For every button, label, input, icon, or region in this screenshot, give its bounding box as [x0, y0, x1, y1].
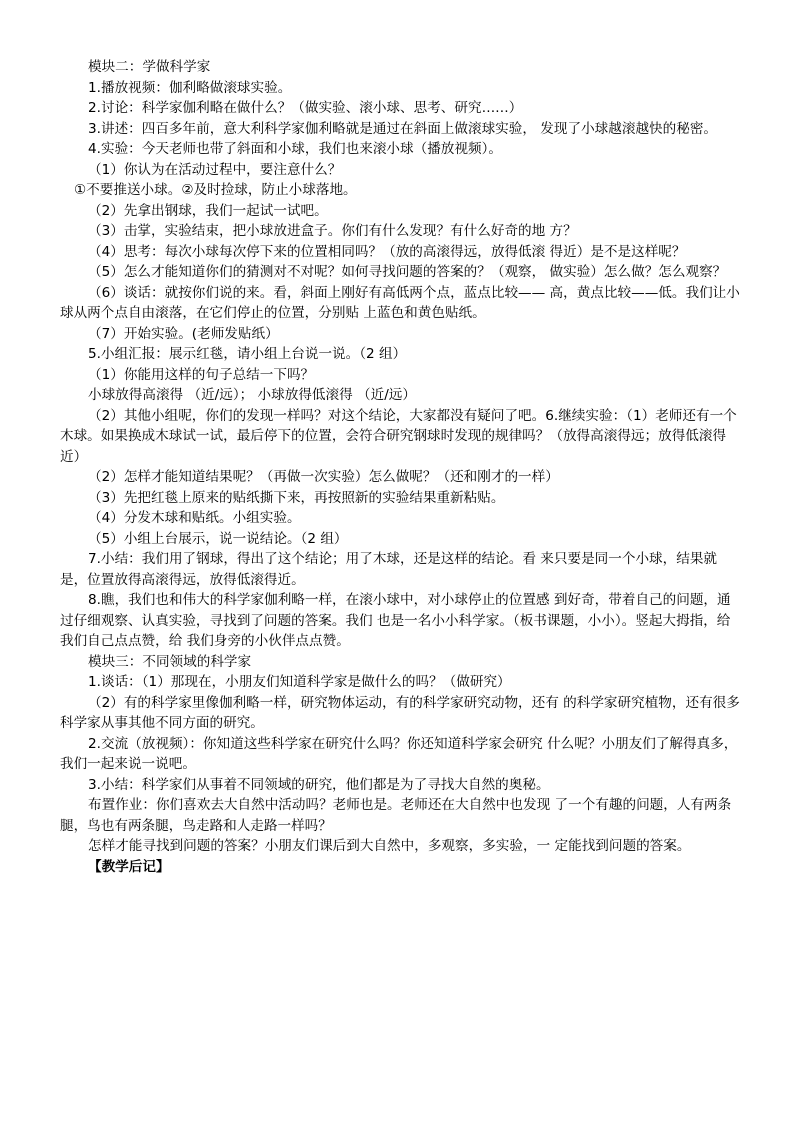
paragraph: 小球放得高滚得 （近/远）； 小球放得低滚得 （近/远） — [88, 387, 416, 403]
paragraph: （2）先拿出钢球，我们一起试一试吧。 — [88, 202, 328, 219]
paragraph: （5）怎么才能知道你们的猜测对不对呢？如何寻找问题的答案的？（观察， 做实验）怎么做？怎么观察？ — [88, 264, 727, 280]
module-three-heading: 模块三：不同领域的科学家 — [88, 653, 252, 670]
paragraph: （4）分发木球和贴纸。小组实验。 — [88, 510, 301, 526]
paragraph: 4.实验：今天老师也带了斜面和小球，我们也来滚小球（播放视频）。 — [88, 141, 502, 157]
paragraph: （2）其他小组呢，你们的发现一样吗？对这个结论，大家都没有疑问了吧。6.继续实验：（1）老师还有一个木球。如果换成木球试一试，最后停下的位置，会符合研究钢球时发现的规律吗？（放得高滚得远；放得低滚得近） — [60, 407, 737, 465]
paragraph: （7）开始实验。(老师发贴纸） — [88, 325, 279, 342]
paragraph: （2）有的科学家里像伽利略一样，研究物体运动，有的科学家研究动物，还有 的科学家研究植物，还有很多科学家从事其他不同方面的研究。 — [60, 694, 740, 731]
paragraph: 3.讲述：四百多年前，意大利科学家伽利略就是通过在斜面上做滚球实验， 发现了小球越滚越快的秘密。 — [88, 120, 718, 137]
paragraph: 布置作业：你们喜欢去大自然中活动吗？老师也是。老师还在大自然中也发现 了一个有趣的问题，人有两条腿，鸟也有两条腿，鸟走路和人走路一样吗？ — [60, 797, 732, 834]
paragraph: 怎样才能寻找到问题的答案？小朋友们课后到大自然中，多观察，多实验，一 定能找到问题的答案。 — [88, 838, 691, 854]
paragraph: （4）思考：每次小球每次停下来的位置相同吗？（放的高滚得远，放得低滚 得近）是不是这样呢？ — [88, 243, 686, 260]
paragraph: 1.播放视频：伽利略做滚球实验。 — [88, 79, 292, 96]
paragraph: 2.交流（放视频）：你知道这些科学家在研究什么吗？你还知道科学家会研究 什么呢？小朋友们了解得真多，我们一起来说一说吧。 — [60, 735, 738, 772]
paragraph: （2）怎样才能知道结果呢？（再做一次实验）怎么做呢？（还和刚才的一样） — [88, 469, 559, 485]
paragraph: （1）你能用这样的句子总结一下吗？ — [88, 366, 315, 383]
paragraph: ①不要推送小球。②及时捡球，防止小球落地。 — [74, 182, 357, 198]
paragraph: （1）你认为在活动过程中，要注意什么？ — [88, 161, 342, 178]
paragraph: （6）谈话：就按你们说的来。看，斜面上刚好有高低两个点，蓝点比较—— 高，黄点比较——低。我们让小球从两个点自由滚落，在它们停止的位置，分别贴 上蓝色和黄色贴纸。 — [60, 284, 740, 321]
paragraph: 3.小结：科学家们从事着不同领域的研究，他们都是为了寻找大自然的奥秘。 — [88, 776, 550, 793]
paragraph: 5.小组汇报：展示红毯，请小组上台说一说。（2 组） — [88, 346, 407, 362]
teaching-notes-heading: 【教学后记】 — [88, 858, 170, 875]
paragraph: 8.瞧，我们也和伟大的科学家伽利略一样，在滚小球中，对小球停止的位置感 到好奇，带着自己的问题，通过仔细观察、认真实验，寻找到了问题的答案。我们 也是一名小小科学家。（板书课题，小小）。竖起大拇指，给我们自己点点赞，给 我们身旁的小伙伴点点赞。 — [60, 592, 731, 649]
module-two-heading: 模块二：学做科学家 — [88, 59, 211, 75]
paragraph: 1.谈话：（1）那现在，小朋友们知道科学家是做什么的吗？（做研究） — [88, 674, 511, 690]
paragraph: （5）小组上台展示，说一说结论。（2 组） — [88, 530, 348, 547]
paragraph: 7.小结：我们用了钢球，得出了这个结论；用了木球，还是这样的结论。看 来只要是同一个小球，结果就是，位置放得高滚得远，放得低滚得近。 — [60, 551, 718, 588]
paragraph: 2.讨论：科学家伽利略在做什么？（做实验、滚小球、思考、研究……） — [88, 100, 523, 116]
paragraph: （3）先把红毯上原来的贴纸撕下来，再按照新的实验结果重新粘贴。 — [88, 489, 505, 506]
paragraph: （3）击掌，实验结束，把小球放进盒子。你们有什么发现？有什么好奇的地 方？ — [88, 223, 577, 239]
document-body — [60, 57, 740, 877]
